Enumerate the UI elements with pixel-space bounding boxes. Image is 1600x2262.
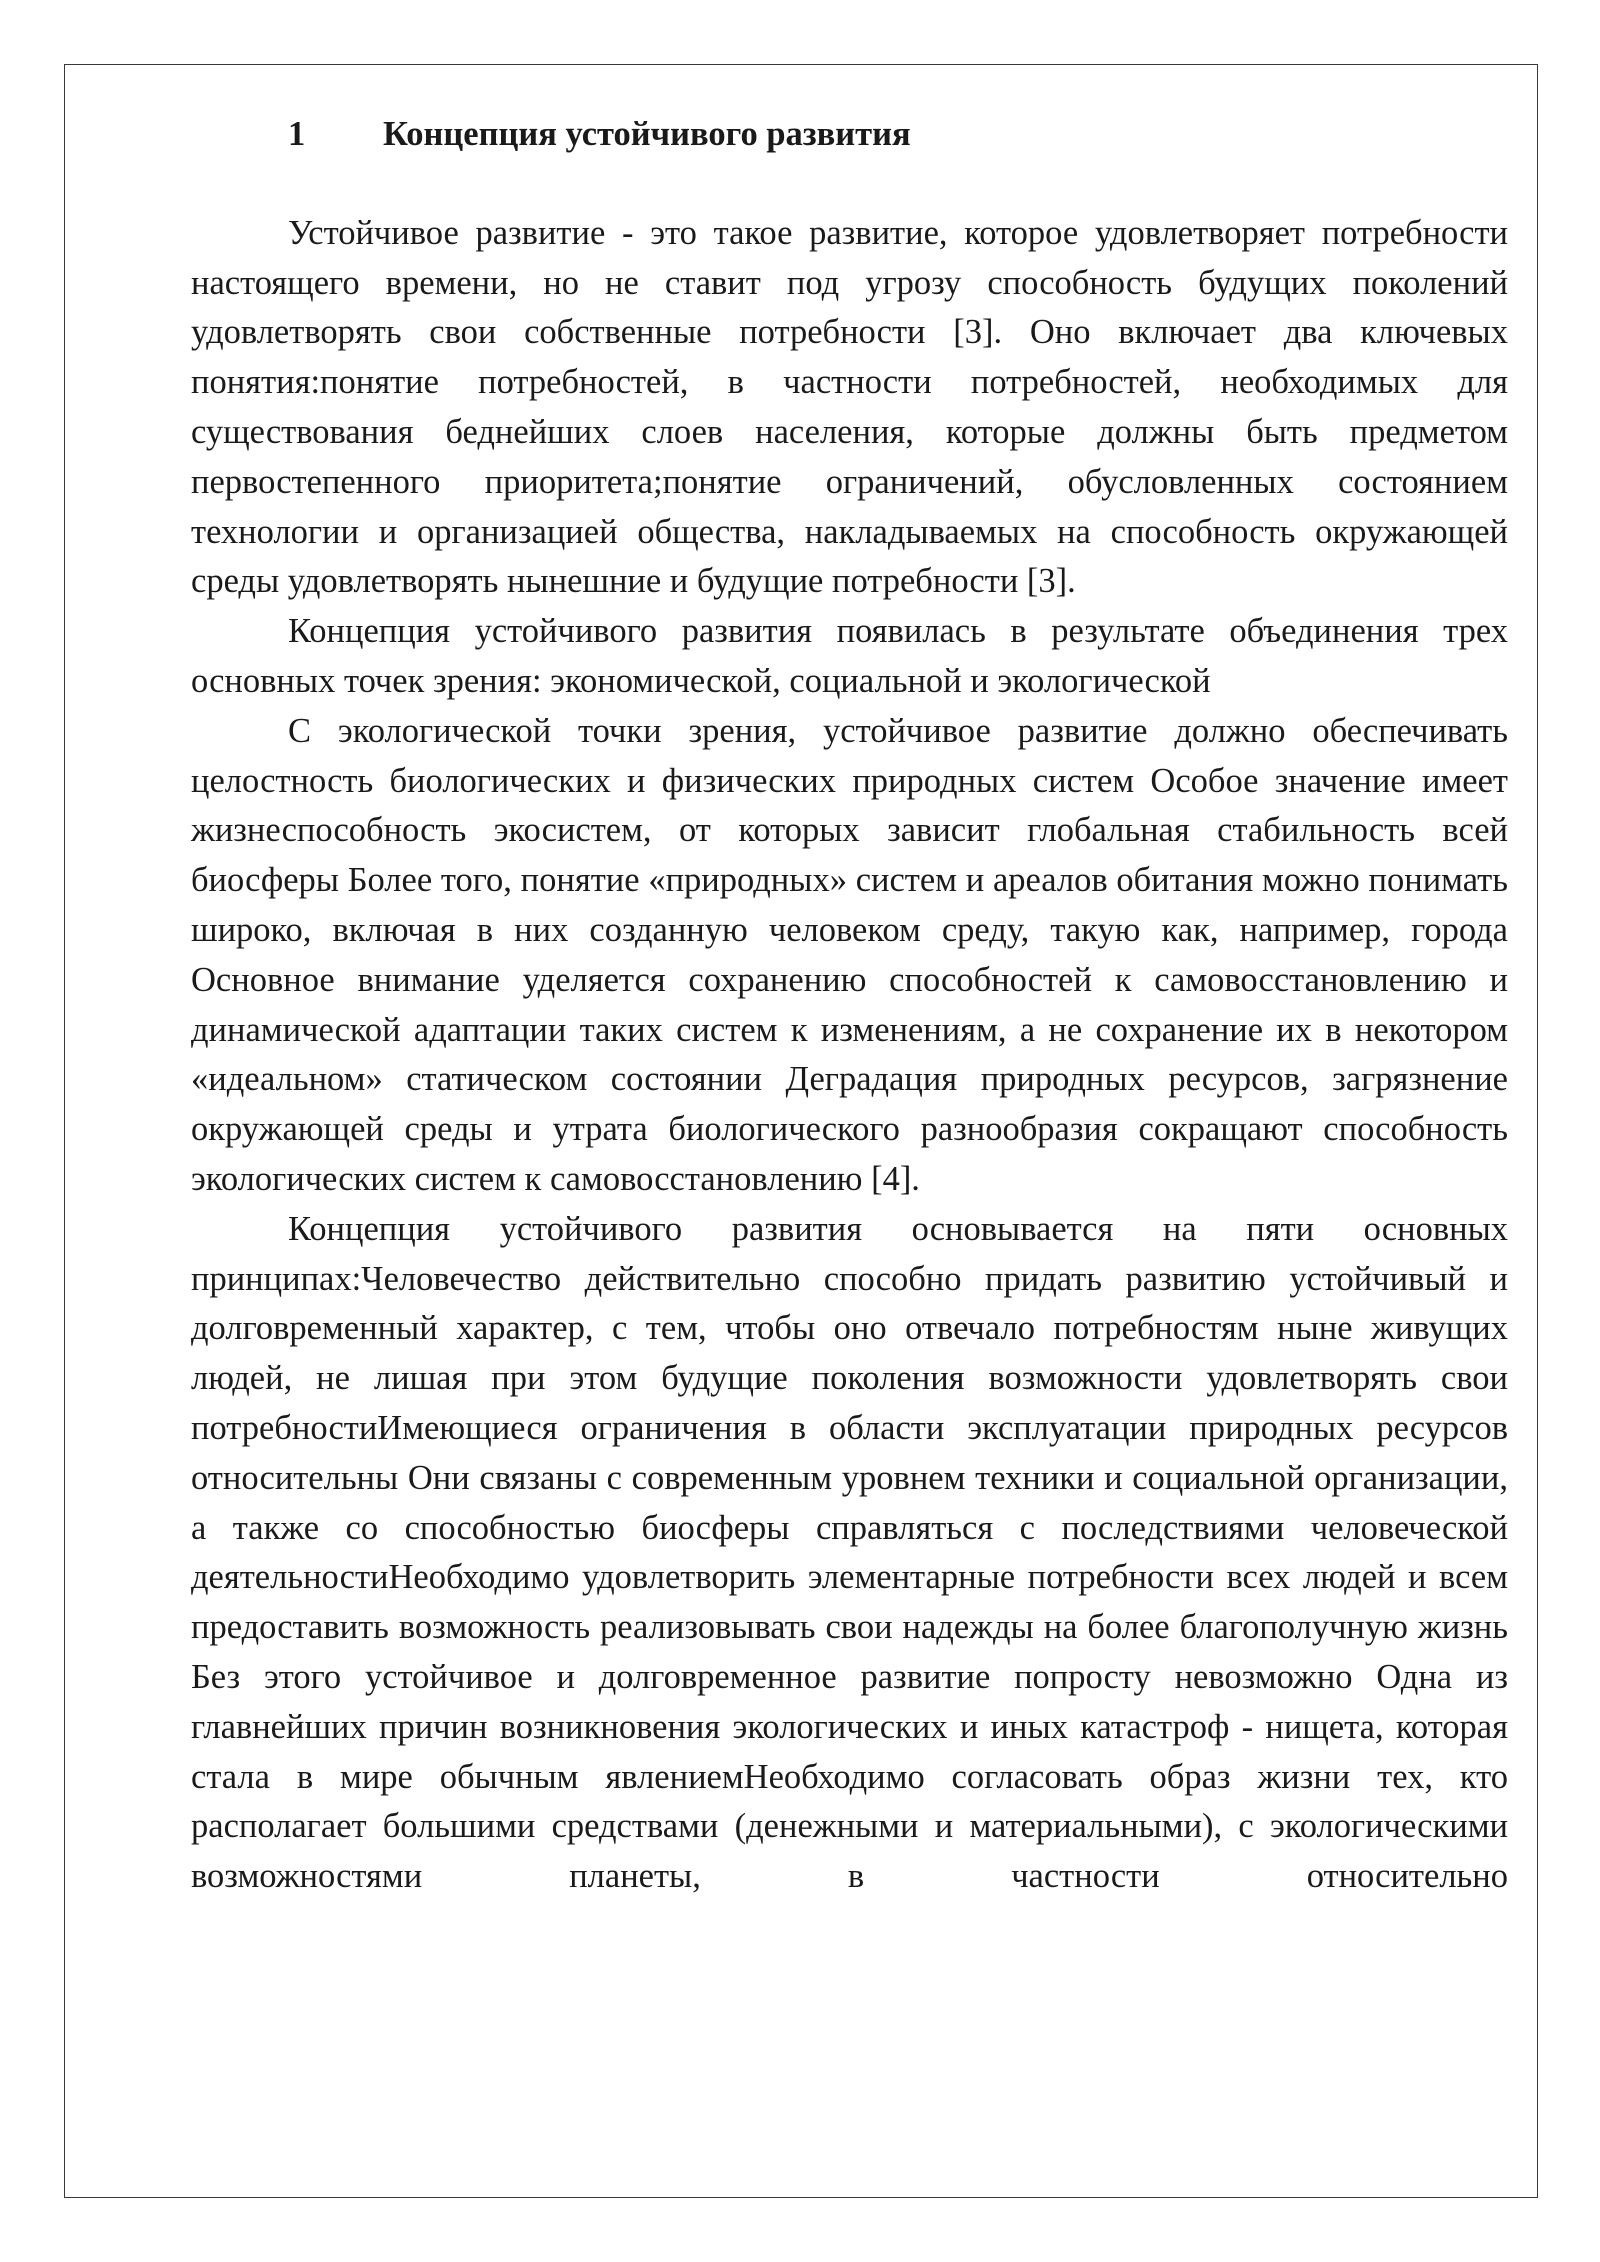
document-body (191, 110, 1508, 1902)
section-heading (191, 110, 1508, 160)
section-title: Концепция устойчивого развития (383, 115, 911, 153)
paragraph-ecological: С экологической точки зрения, устойчивое развитие должно обеспечивать целостность биологических и физических природных систем Особое значение имеет жизнеспособность экосистем, от которых зависит глобальная стабильность всей биосферы Более того, понятие «природных» систем и ареалов обитания можно понимать широко, включая в них созданную человеком среду, такую как, например, города Основное внимание уделяется сохранению способностей к самовосстановлению и динамической адаптации таких систем к изменениям, а не сохранение их в некотором «идеальном» статическом состоянии Деградация природных ресурсов, загрязнение окружающей среды и утрата биологического разнообразия сокращают способность экологических систем к самовосстановлению [4]. (191, 711, 1508, 1198)
paragraph-principles: Концепция устойчивого развития основывается на пяти основных принципах:Человечество действительно способно придать развитию устойчивый и долговременный характер, с тем, чтобы оно отвечало потребностям ныне живущих людей, не лишая при этом будущие поколения возможности удовлетворять свои потребностиИмеющиеся ограничения в области эксплуатации природных ресурсов относительны Они связаны с современным уровнем техники и социальной организации, а также со способностью биосферы справляться с последствиями человеческой деятельностиНеобходимо удовлетворить элементарные потребности всех людей и всем предоставить возможность реализовывать свои надежды на более благополучную жизнь Без этого устойчивое и долговременное развитие попросту невозможно Одна из главнейших причин возникновения экологических и иных катастроф - нищета, которая стала в мире обычным явлениемНеобходимо согласовать образ жизни тех, кто располагает большими средствами (денежными и материальными), с экологическими возможностями планеты, в частности относительно (191, 1209, 1508, 1896)
section-number: 1 (288, 115, 306, 153)
paragraph-viewpoints: Концепция устойчивого развития появилась в результате объединения трех основных точек зрения: экономической, социальной и экологической (191, 612, 1508, 700)
paragraph-definition: Устойчивое развитие - это такое развитие, которое удовлетворяет потребности настоящего времени, но не ставит под угрозу способность будущих поколений удовлетворять свои собственные потребности [3]. Оно включает два ключевых понятия:понятие потребностей, в частности потребностей, необходимых для существования беднейших слоев населения, которые должны быть предметом первостепенного приоритета;понятие ограничений, обусловленных состоянием технологии и организацией общества, накладываемых на способность окружающей среды удовлетворять нынешние и будущие потребности [3]. (191, 213, 1508, 601)
